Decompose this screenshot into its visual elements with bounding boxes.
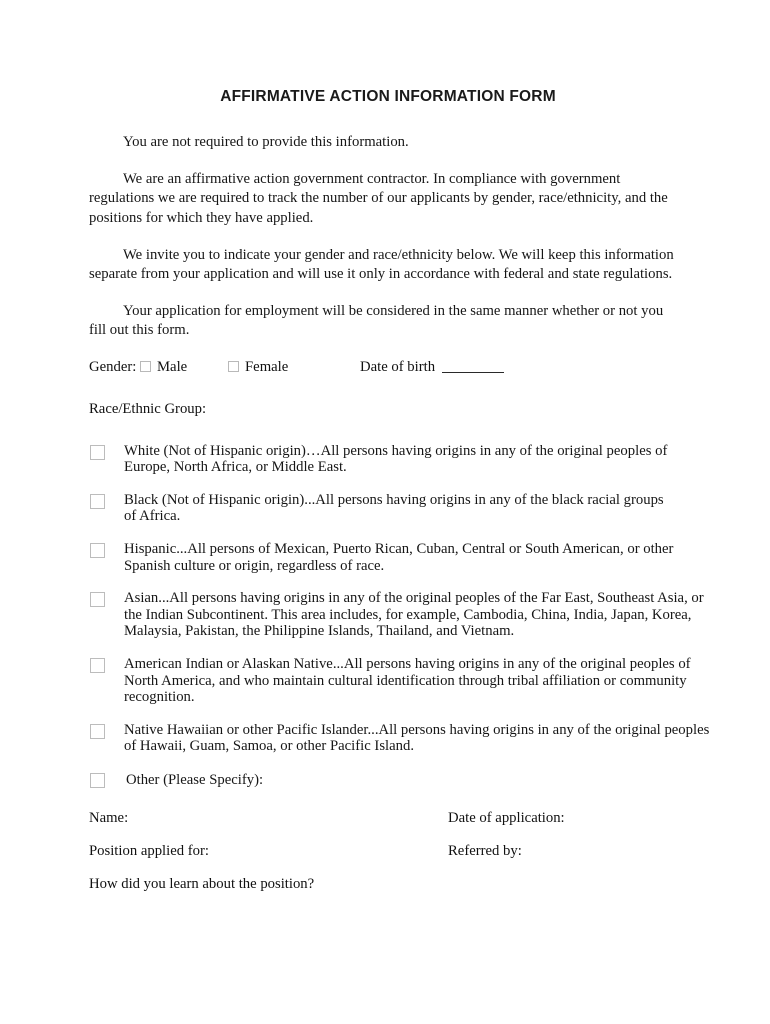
intro-paragraph-3: We invite you to indicate your gender and race/ethnicity below. We will keep this information separate from your application and will use it only in accordance with federal and state regulations.: [89, 246, 674, 283]
position-applied-for-label: Position applied for:: [89, 842, 209, 859]
race-other-checkbox[interactable]: [90, 773, 105, 788]
race-black-label: Black (Not of Hispanic origin)...All persons having origins in any of the black racial groups of Africa.: [124, 491, 664, 525]
how-learned-row: [89, 875, 681, 895]
gender-label: Gender:: [89, 358, 137, 375]
referred-by-label: Referred by:: [448, 842, 522, 859]
name-and-date-row: [89, 809, 681, 829]
gender-female-checkbox[interactable]: [228, 361, 239, 372]
intro-paragraph-2: We are an affirmative action government contractor. In compliance with government regulations we are required to track the number of our applicants by gender, race/ethnicity, and the positions for which they have applied.: [89, 171, 668, 226]
race-option-american-indian[interactable]: [89, 655, 691, 706]
race-option-hispanic[interactable]: [89, 541, 681, 574]
applicant-fields: [89, 809, 681, 895]
gender-female-label: Female: [245, 358, 289, 375]
race-other-label: Other (Please Specify):: [126, 771, 264, 788]
race-american-indian-checkbox[interactable]: [90, 658, 105, 673]
race-asian-label: Asian...All persons having origins in any of the original peoples of the Far East, Southeast Asia, or the Indian Subcontinent. This area includes, for example, Cambodia, China, India, Japan, Korea, Malaysia, Pakistan, the Philippine Islands, Thailand, and Vietnam.: [124, 590, 704, 640]
gender-row: [89, 358, 681, 379]
name-label: Name:: [89, 809, 129, 826]
race-black-checkbox[interactable]: [90, 494, 105, 509]
race-option-black[interactable]: [89, 492, 681, 525]
race-option-white[interactable]: [89, 443, 681, 476]
gender-male-checkbox[interactable]: [140, 361, 151, 372]
race-native-hawaiian-label: Native Hawaiian or other Pacific Islander...All persons having origins in any of the original peoples of Hawaii, Guam, Samoa, or other Pacific Island.: [124, 721, 710, 755]
date-of-application-label: Date of application:: [448, 809, 565, 826]
intro-paragraph-4: Your application for employment will be considered in the same manner whether or not you fill out this form.: [89, 303, 664, 339]
race-native-hawaiian-checkbox[interactable]: [90, 724, 105, 739]
race-option-other[interactable]: [89, 772, 681, 789]
race-hispanic-checkbox[interactable]: [90, 543, 105, 558]
date-of-birth-input[interactable]: [442, 371, 504, 373]
race-option-native-hawaiian[interactable]: [89, 721, 710, 755]
form-content: [89, 88, 710, 895]
race-american-indian-label: American Indian or Alaskan Native...All persons having origins in any of the original peoples of North America, and who maintain cultural identification through tribal affiliation or community recognition.: [124, 655, 691, 706]
how-did-you-learn-label: How did you learn about the position?: [89, 875, 315, 892]
page-title: AFFIRMATIVE ACTION INFORMATION FORM: [220, 88, 556, 105]
date-of-birth-label: Date of birth: [360, 358, 436, 375]
race-ethnic-group-heading: Race/Ethnic Group:: [89, 400, 207, 417]
intro-paragraph-1: You are not required to provide this information.: [123, 134, 409, 150]
race-white-checkbox[interactable]: [90, 445, 105, 460]
position-and-referred-row: [89, 842, 681, 862]
race-option-asian[interactable]: [89, 590, 704, 640]
gender-male-label: Male: [157, 358, 188, 375]
race-hispanic-label: Hispanic...All persons of Mexican, Puerto Rican, Cuban, Central or South American, or other Spanish culture or origin, regardless of race.: [124, 541, 674, 574]
race-white-label: White (Not of Hispanic origin)…All persons having origins in any of the original peoples of Europe, North Africa, or Middle East.: [124, 442, 668, 476]
race-asian-checkbox[interactable]: [90, 592, 105, 607]
